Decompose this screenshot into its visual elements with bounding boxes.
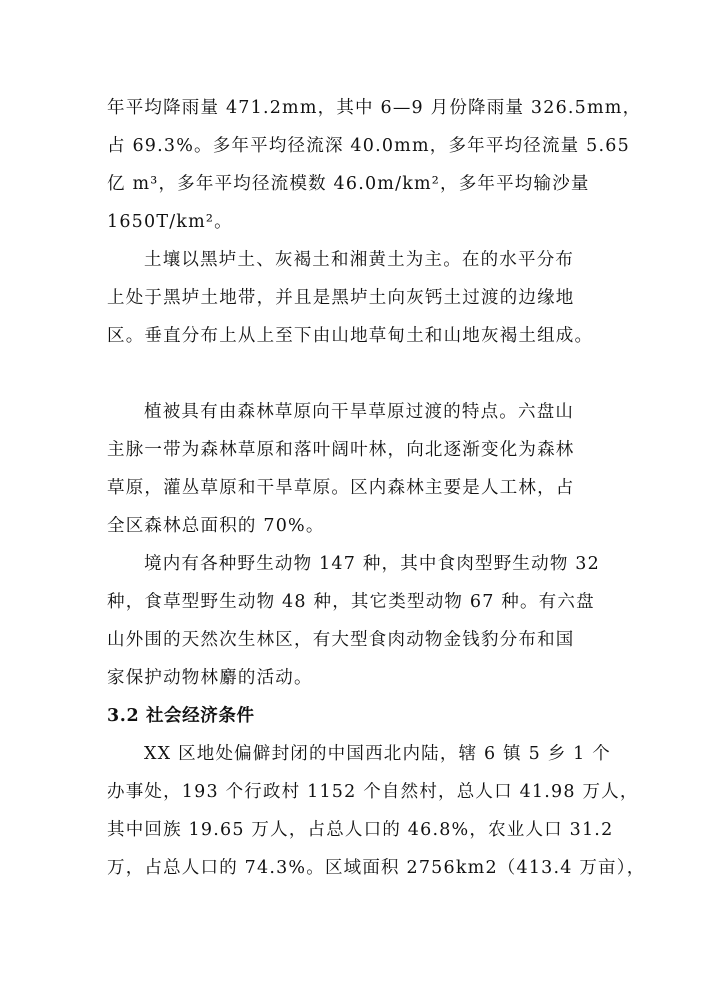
paragraph-soil-line-3: 区。垂直分布上从上至下由山地草甸土和山地灰褐土组成。 (107, 326, 594, 346)
paragraph-wildlife-line-2: 种，食草型野生动物 48 种，其它类型动物 67 种。有六盘 (107, 592, 595, 612)
paragraph-runoff-line-3: 亿 m³，多年平均径流模数 46.0m/km²，多年平均输沙量 (107, 174, 590, 194)
paragraph-soil-line-1: 土壤以黑垆土、灰褐土和湘黄土为主。在的水平分布 (144, 250, 575, 270)
paragraph-vegetation-line-4: 全区森林总面积的 70%。 (107, 516, 325, 536)
paragraph-runoff-line-4: 1650T/km²。 (107, 212, 233, 232)
paragraph-socio-line-4: 万，占总人口的 74.3%。区域面积 2756km2（413.4 万亩）， (107, 858, 646, 878)
paragraph-wildlife-line-1: 境内有各种野生动物 147 种，其中食肉型野生动物 32 (144, 554, 600, 574)
paragraph-vegetation-line-2: 主脉一带为森林草原和落叶阔叶林，向北逐渐变化为森林 (107, 440, 575, 460)
paragraph-socio-line-2: 办事处，193 个行政村 1152 个自然村，总人口 41.98 万人， (107, 782, 639, 802)
paragraph-runoff-line-1: 年平均降雨量 471.2mm，其中 6—9 月份降雨量 326.5mm， (107, 98, 642, 118)
paragraph-wildlife-line-3: 山外围的天然次生林区，有大型食肉动物金钱豹分布和国 (107, 630, 575, 650)
paragraph-wildlife-line-4: 家保护动物林麝的活动。 (107, 668, 313, 688)
paragraph-socio-line-3: 其中回族 19.65 万人，占总人口的 46.8%，农业人口 31.2 (107, 820, 614, 840)
paragraph-vegetation-line-3: 草原，灌丛草原和干旱草原。区内森林主要是人工林，占 (107, 478, 575, 498)
paragraph-vegetation-line-1: 植被具有由森林草原向干旱草原过渡的特点。六盘山 (144, 402, 575, 422)
paragraph-soil-line-2: 上处于黑垆土地带，并且是黑垆土向灰钙土过渡的边缘地 (107, 288, 575, 308)
section-heading: 3.2 社会经济条件 (107, 706, 255, 726)
paragraph-socio-line-1: XX 区地处偏僻封闭的中国西北内陆，辖 6 镇 5 乡 1 个 (144, 744, 611, 764)
paragraph-runoff-line-2: 占 69.3%。多年平均径流深 40.0mm，多年平均径流量 5.65 (107, 136, 630, 156)
